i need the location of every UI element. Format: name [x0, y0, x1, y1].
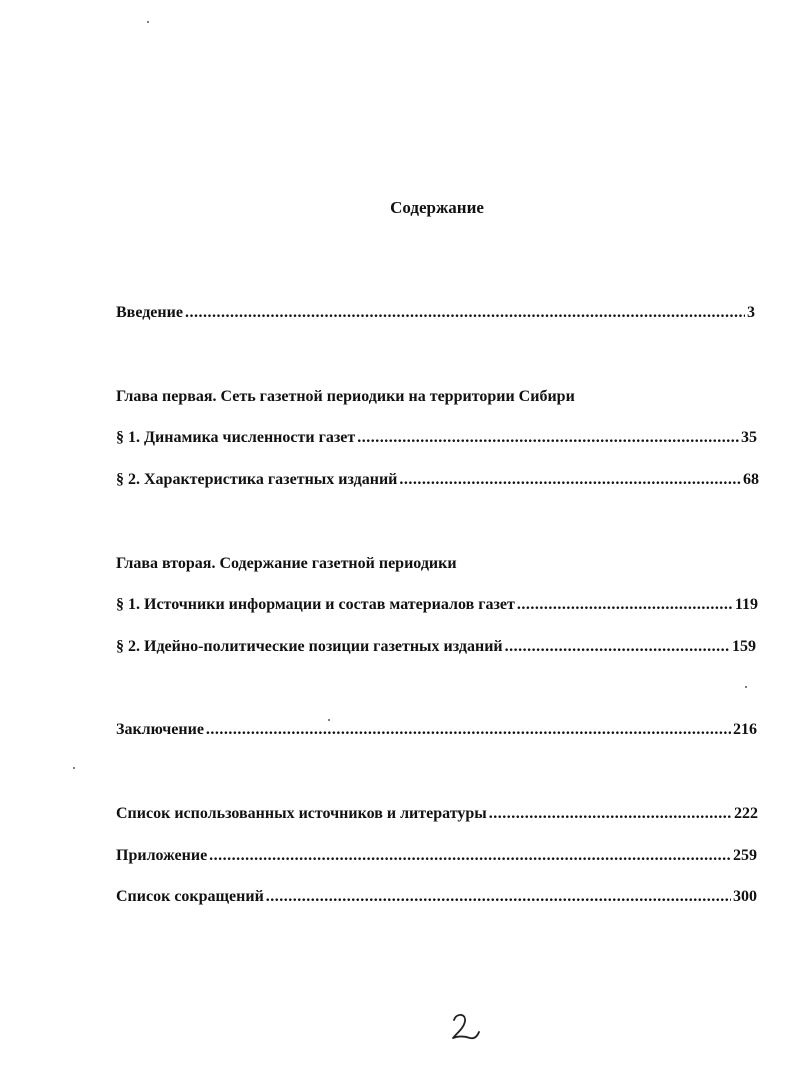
toc-entry-page: 300: [733, 888, 757, 905]
dot-leader: [517, 595, 733, 615]
toc-entry-ch1-s2: [116, 470, 759, 490]
toc-entry-label: § 1. Динамика численности газет: [116, 429, 356, 446]
scan-speck: [147, 21, 149, 23]
toc-entry-label: Заключение: [116, 721, 204, 738]
toc-entry-ch2-s1: [116, 595, 758, 615]
dot-leader: [505, 637, 730, 657]
chapter-heading-2: Глава вторая. Содержание газетной периодики: [116, 555, 457, 572]
toc-entry-label: § 1. Источники информации и состав материалов газет: [116, 596, 515, 613]
dot-leader: [209, 846, 731, 866]
toc-entry-ch1-s1: [116, 428, 757, 448]
dot-leader: [357, 428, 739, 448]
scan-speck: [745, 686, 747, 688]
chapter-heading-1: Глава первая. Сеть газетной периодики на территории Сибири: [116, 388, 575, 405]
toc-entry-page: 68: [743, 471, 759, 488]
toc-entry-page: 216: [733, 721, 757, 738]
dot-leader: [489, 804, 732, 824]
toc-entry-page: 119: [734, 596, 758, 613]
toc-entry-label: § 2. Характеристика газетных изданий: [116, 471, 398, 488]
toc-entry-ch2-s2: [116, 637, 756, 657]
toc-entry-label: Введение: [116, 304, 183, 321]
toc-entry-page: 3: [747, 304, 755, 321]
toc-entry-conclusion: [116, 720, 757, 740]
toc-entry-label: Список сокращений: [116, 888, 264, 905]
toc-entry-sources: [116, 804, 758, 824]
toc-entry-label: Приложение: [116, 847, 208, 864]
dot-leader: [266, 887, 731, 907]
toc-entry-label: § 2. Идейно-политические позиции газетных изданий: [116, 638, 503, 655]
toc-entry-page: 259: [733, 847, 757, 864]
scan-speck: [73, 767, 75, 769]
toc-entry-label: Список использованных источников и литературы: [116, 805, 487, 822]
dot-leader: [399, 470, 741, 490]
toc-entry-page: 35: [741, 429, 757, 446]
toc-entry-abbreviations: [116, 887, 757, 907]
scan-speck: [328, 719, 330, 721]
page-title: Содержание: [390, 198, 484, 217]
toc-entry-page: 159: [732, 638, 756, 655]
toc-entry-intro: [116, 303, 755, 323]
toc-entry-page: 222: [734, 805, 758, 822]
dot-leader: [185, 303, 745, 323]
toc-entry-appendix: [116, 846, 757, 866]
dot-leader: [206, 720, 731, 740]
handwritten-page-number: [448, 1010, 482, 1044]
